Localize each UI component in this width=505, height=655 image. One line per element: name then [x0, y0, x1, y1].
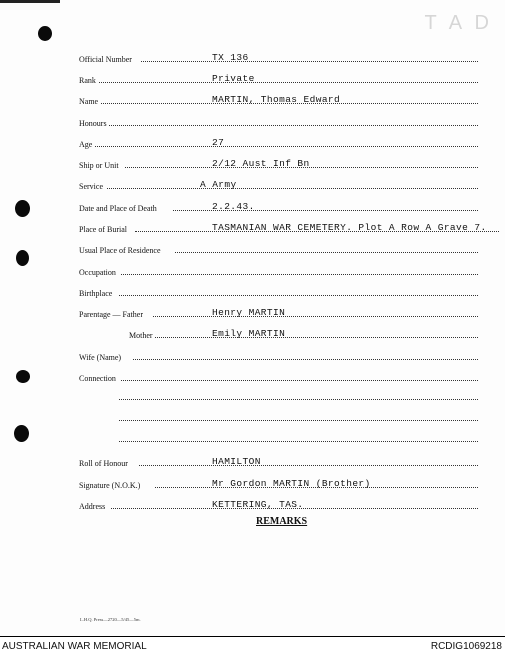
field-date-place-death — [79, 199, 478, 213]
remarks-heading: REMARKS — [256, 516, 308, 527]
field-place-of-burial — [79, 220, 499, 234]
field-father — [79, 305, 478, 319]
field-address — [79, 497, 478, 511]
field-value: MARTIN, Thomas Edward — [212, 94, 341, 105]
corner-stamp: T A D — [424, 12, 493, 34]
field-age — [79, 135, 478, 149]
punch-hole — [14, 425, 29, 442]
record-id: RCDIG1069218 — [430, 641, 502, 652]
field-value: Henry MARTIN — [212, 307, 286, 318]
field-ship-or-unit — [79, 156, 478, 170]
field-signature-nok — [79, 476, 478, 490]
field-value: Private — [212, 73, 255, 84]
scan-edge-mark — [0, 0, 60, 3]
field-service — [79, 177, 478, 191]
field-label: Wife (Name) — [79, 353, 122, 362]
field-value: KETTERING, TAS. — [212, 499, 304, 510]
blank-line — [119, 441, 478, 442]
field-value: Mr Gordon MARTIN (Brother) — [212, 478, 371, 489]
field-label: Honours — [79, 119, 107, 128]
field-label: Date and Place of Death — [79, 204, 157, 213]
caption-bar — [0, 636, 505, 655]
field-label: Ship or Unit — [79, 161, 119, 170]
field-value: TX 136 — [212, 52, 249, 63]
field-usual-residence — [79, 241, 478, 255]
field-label: Address — [79, 502, 106, 511]
field-label: Service — [79, 182, 103, 191]
field-label: Mother — [129, 331, 153, 340]
field-label: Roll of Honour — [79, 459, 128, 468]
field-connection — [79, 369, 478, 383]
field-label: Usual Place of Residence — [79, 246, 161, 255]
field-roll-of-honour — [79, 454, 478, 468]
field-label: Occupation — [79, 268, 116, 277]
field-label: Signature (N.O.K.) — [79, 481, 141, 490]
field-value: 27 — [212, 137, 225, 148]
field-label: Official Number — [79, 55, 132, 64]
field-value: TASMANIAN WAR CEMETERY. Plot A Row A Grave 7. — [212, 222, 487, 233]
field-occupation — [79, 263, 478, 277]
blank-line — [119, 420, 478, 421]
field-wife — [79, 348, 478, 362]
punch-hole — [38, 26, 52, 41]
field-label: Connection — [79, 374, 116, 383]
field-value: Emily MARTIN — [212, 328, 286, 339]
field-label: Rank — [79, 76, 96, 85]
field-label: Birthplace — [79, 289, 113, 298]
punch-hole — [16, 250, 29, 266]
field-value: A Army — [200, 179, 237, 190]
field-mother — [129, 326, 478, 340]
field-birthplace — [79, 284, 478, 298]
field-value: 2.2.43. — [212, 201, 255, 212]
blank-line — [119, 399, 478, 400]
punch-hole — [16, 370, 30, 383]
field-official-number — [79, 50, 478, 64]
archive-name: AUSTRALIAN WAR MEMORIAL — [2, 641, 147, 652]
field-value: HAMILTON — [212, 456, 261, 467]
field-value: 2/12 Aust Inf Bn — [212, 158, 310, 169]
field-name — [79, 92, 478, 106]
field-label: Name — [79, 97, 99, 106]
punch-hole — [15, 200, 30, 217]
field-honours — [79, 114, 478, 128]
print-note: L.H.Q. Press—2720—5/45—5m. — [80, 617, 141, 622]
field-rank — [79, 71, 478, 85]
field-label: Place of Burial — [79, 225, 127, 234]
field-label: Age — [79, 140, 93, 149]
field-label: Parentage — Father — [79, 310, 143, 319]
